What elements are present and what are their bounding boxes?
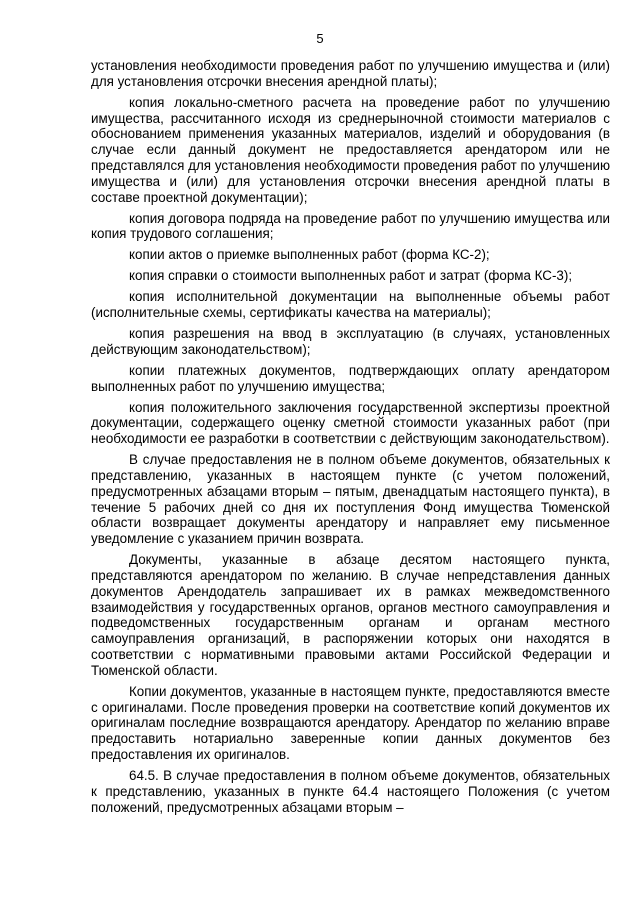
paragraph: копия договора подряда на проведение работ по улучшению имущества или копия трудового соглашения; <box>91 210 610 242</box>
paragraph: В случае предоставления не в полном объеме документов, обязательных к представлению, указанных в настоящем пункте (с учетом положений, предусмотренных абзацами вторым – пятым, двенадцатым настоящего пункта), в течение 5 рабочих дней со дня их поступления Фонд имущества Тюменской области возвращает документы арендатору и направляет ему письменное уведомление с указанием причин возврата. <box>91 452 610 547</box>
paragraph: копия справки о стоимости выполненных работ и затрат (форма КС-3); <box>129 268 573 284</box>
paragraph: Копии документов, указанные в настоящем пункте, предоставляются вместе с оригиналами. После проведения проверки на соответствие копий документов их оригиналам последние возвращаются арендатору. Арендатор по желанию вправе предоставить нотариально заверенные копии данных документов без предоставления их оригиналов. <box>91 683 610 762</box>
paragraph: копии платежных документов, подтверждающих оплату арендатором выполненных работ по улучшению имущества; <box>91 362 610 394</box>
paragraph: Документы, указанные в абзаце десятом настоящего пункта, представляются арендатором по желанию. В случае непредставления данных документов Арендодатель запрашивает их в рамках межведомственного взаимодействия у государственных органов, органов местного самоуправления и подведомственных государственным органам и органам местного самоуправления организаций, в распоряжении которых они находятся в соответствии с нормативными правовыми актами Российской Федерации и Тюменской области. <box>91 552 610 678</box>
paragraph: копия локально-сметного расчета на проведение работ по улучшению имущества, рассчитанного исходя из среднерыночной стоимости материалов с обоснованием применения указанных материалов, изделий и оборудования (в случае если данный документ не предоставляется арендатором или не представлялся для установления необходимости проведения работ по улучшению имущества и (или) для установления отсрочки внесения арендной платы в составе проектной документации); <box>91 94 610 205</box>
paragraph: копия исполнительной документации на выполненные объемы работ (исполнительные схемы, сертификаты качества на материалы); <box>91 289 610 321</box>
paragraph: копия положительного заключения государственной экспертизы проектной документации, содержащего оценку сметной стоимости указанных работ (при необходимости ее разработки в соответствии с действующим законодательством). <box>91 399 610 447</box>
paragraph: копии актов о приемке выполненных работ (форма КС-2); <box>129 247 490 263</box>
page-number: 5 <box>316 31 324 46</box>
paragraph: копия разрешения на ввод в эксплуатацию (в случаях, установленных действующим законодательством); <box>91 326 610 357</box>
document-body <box>91 58 610 821</box>
paragraph: установления необходимости проведения работ по улучшению имущества и (или) для установления отсрочки внесения арендной платы); <box>91 58 610 89</box>
paragraph: 64.5. В случае предоставления в полном объеме документов, обязательных к представлению, указанных в пункте 64.4 настоящего Положения (с учетом положений, предусмотренных абзацами вторым – <box>91 767 610 815</box>
